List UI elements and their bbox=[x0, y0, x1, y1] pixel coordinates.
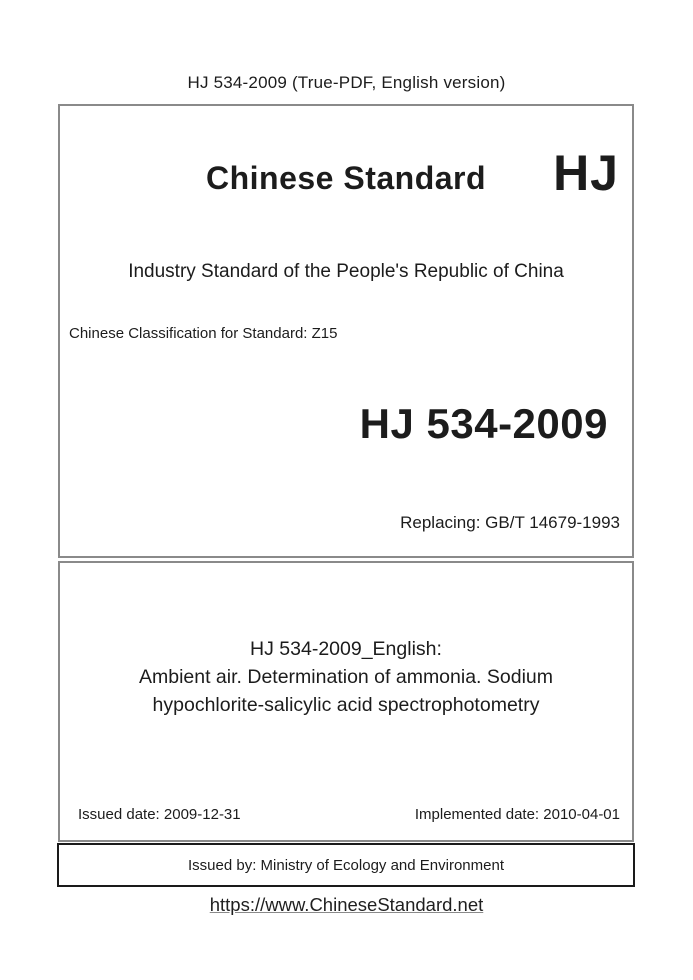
title-line-3: hypochlorite-salicylic acid spectrophotometry bbox=[152, 694, 540, 716]
document-title bbox=[60, 635, 632, 719]
issuer-box bbox=[57, 843, 635, 887]
cover-subtitle: Industry Standard of the People's Republic of China bbox=[128, 261, 564, 282]
website-link-row bbox=[0, 894, 693, 916]
cover-box bbox=[58, 104, 634, 558]
classification-line: Chinese Classification for Standard: Z15 bbox=[69, 325, 338, 342]
replacing-line: Replacing: GB/T 14679-1993 bbox=[400, 513, 620, 532]
dates-row bbox=[78, 806, 620, 823]
website-link[interactable]: https://www.ChineseStandard.net bbox=[209, 894, 484, 915]
implemented-date: Implemented date: 2010-04-01 bbox=[414, 806, 620, 823]
standard-number: HJ 534-2009 bbox=[359, 400, 608, 447]
issued-date: Issued date: 2009-12-31 bbox=[78, 806, 241, 823]
title-line-1: HJ 534-2009_English: bbox=[250, 638, 442, 660]
brand-code: HJ bbox=[553, 145, 619, 201]
title-box bbox=[58, 561, 634, 842]
document-header-line: HJ 534-2009 (True-PDF, English version) bbox=[187, 73, 506, 92]
issuer-line: Issued by: Ministry of Ecology and Environment bbox=[188, 856, 504, 874]
brand-title: Chinese Standard bbox=[205, 160, 487, 196]
title-line-2: Ambient air. Determination of ammonia. Sodium bbox=[138, 666, 554, 688]
